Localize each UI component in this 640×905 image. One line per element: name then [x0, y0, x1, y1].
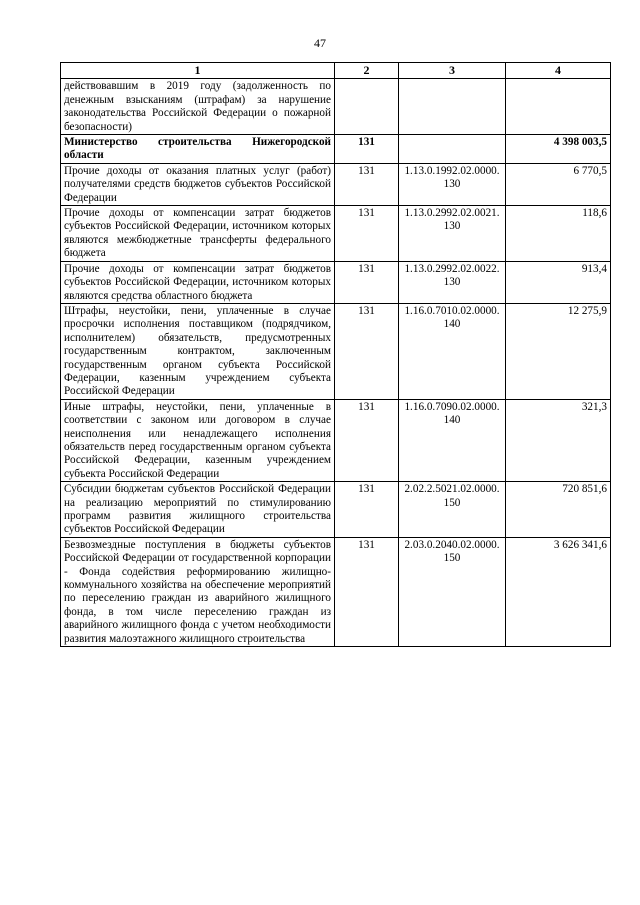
row-description: действовавшим в 2019 году (задолженность по денежным взысканиям (штрафам) за нарушение законодательства Российской Федерации о пожарной безопасности): [61, 79, 335, 135]
row-description: Прочие доходы от оказания платных услуг (работ) получателями средств бюджетов субъектов Российской Федерации: [61, 163, 335, 205]
table-row: [61, 482, 611, 538]
row-amount: 913,4: [506, 261, 611, 303]
row-revenue-code: 1.13.0.2992.02.0021. 130: [399, 206, 506, 262]
page-number: 47: [314, 36, 326, 50]
table-row: [61, 79, 611, 135]
row-amount: [506, 79, 611, 135]
column-header-1: 1: [61, 63, 335, 79]
column-header-4: 4: [506, 63, 611, 79]
row-amount: 12 275,9: [506, 303, 611, 399]
revenue-table: [60, 62, 611, 647]
row-amount: 6 770,5: [506, 163, 611, 205]
row-admin-code: 131: [335, 206, 399, 262]
table-row: [61, 537, 611, 646]
row-description: Прочие доходы от компенсации затрат бюджетов субъектов Российской Федерации, источником которых являются межбюджетные трансферты федерального бюджета: [61, 206, 335, 262]
table-row: [61, 303, 611, 399]
row-admin-code: 131: [335, 482, 399, 538]
row-admin-code: [335, 79, 399, 135]
row-admin-code: 131: [335, 135, 399, 164]
column-header-2: 2: [335, 63, 399, 79]
row-admin-code: 131: [335, 537, 399, 646]
row-amount: 118,6: [506, 206, 611, 262]
row-amount: 321,3: [506, 399, 611, 481]
row-revenue-code: [399, 79, 506, 135]
row-description: Министерство строительства Нижегородской области: [61, 135, 335, 164]
row-revenue-code: 1.13.0.1992.02.0000. 130: [399, 163, 506, 205]
row-revenue-code: 2.02.2.5021.02.0000. 150: [399, 482, 506, 538]
row-revenue-code: 1.16.0.7090.02.0000. 140: [399, 399, 506, 481]
row-admin-code: 131: [335, 303, 399, 399]
row-amount: 720 851,6: [506, 482, 611, 538]
row-description: Иные штрафы, неустойки, пени, уплаченные в соответствии с законом или договором в случае неисполнения или ненадлежащего исполнения обязательств перед государственным органом субъекта Российской Федерации, казенным учреждением субъекта Российской Федерации: [61, 399, 335, 481]
row-description: Безвозмездные поступления в бюджеты субъектов Российской Федерации от государственной корпорации - Фонда содействия реформированию жилищно-коммунального хозяйства на обеспечение мероприятий по переселению граждан из аварийного жилищного фонда, в том числе переселению граждан из аварийного жилищного фонда с учетом необходимости развития малоэтажного жилищного строительства: [61, 537, 335, 646]
table-header-row: [61, 63, 611, 79]
row-amount: 4 398 003,5: [506, 135, 611, 164]
row-amount: 3 626 341,6: [506, 537, 611, 646]
row-revenue-code: 1.13.0.2992.02.0022. 130: [399, 261, 506, 303]
table-row: [61, 261, 611, 303]
row-revenue-code: 1.16.0.7010.02.0000. 140: [399, 303, 506, 399]
row-description: Субсидии бюджетам субъектов Российской Федерации на реализацию мероприятий по стимулированию программ развития жилищного строительства субъектов Российской Федерации: [61, 482, 335, 538]
table-row: [61, 399, 611, 481]
row-revenue-code: [399, 135, 506, 164]
table-row: [61, 163, 611, 205]
row-admin-code: 131: [335, 163, 399, 205]
column-header-3: 3: [399, 63, 506, 79]
table-row-ministry: [61, 135, 611, 164]
row-revenue-code: 2.03.0.2040.02.0000. 150: [399, 537, 506, 646]
row-description: Штрафы, неустойки, пени, уплаченные в случае просрочки исполнения поставщиком (подрядчиком, исполнителем) обязательств, предусмотренных государственным контрактом, заключенным государственным органом субъекта Российской Федерации, казенным учреждением субъекта Российской Федерации: [61, 303, 335, 399]
row-description: Прочие доходы от компенсации затрат бюджетов субъектов Российской Федерации, источником которых являются средства областного бюджета: [61, 261, 335, 303]
row-admin-code: 131: [335, 399, 399, 481]
table-row: [61, 206, 611, 262]
row-admin-code: 131: [335, 261, 399, 303]
